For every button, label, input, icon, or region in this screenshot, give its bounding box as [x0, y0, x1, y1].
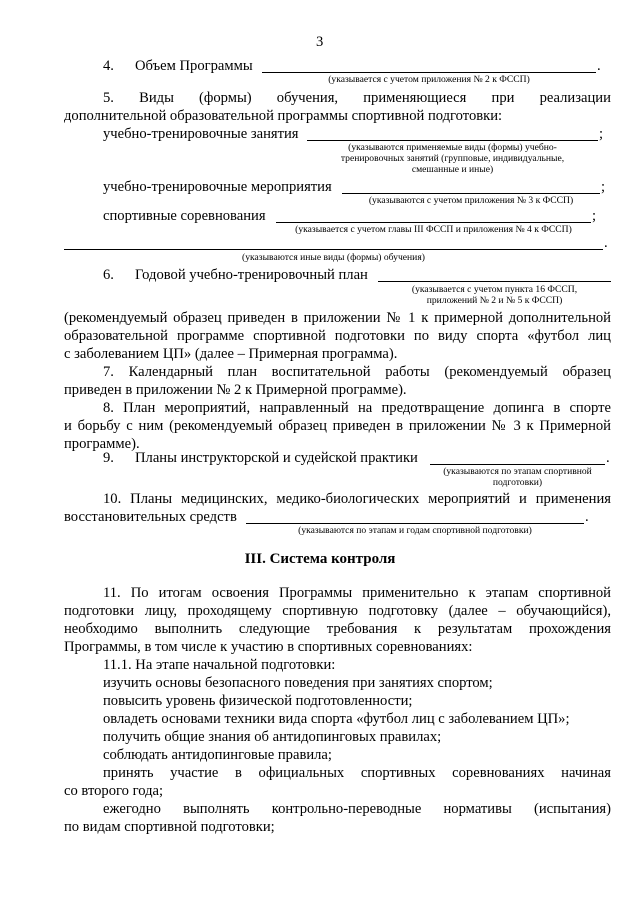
item-8-line-1: 8. План мероприятий, направленный на предотвращение допинга в спорте — [103, 400, 611, 416]
item-5-training-note-2: тренировочных занятий (групповые, индивидуальные, — [340, 153, 565, 164]
item-5-training-end: ; — [599, 126, 604, 142]
item-5-training-blank-line — [307, 140, 598, 141]
item-5-competitions-note: (указывается с учетом главы III ФССП и приложения № 4 к ФССП) — [295, 224, 572, 235]
item-5-other-end: . — [604, 235, 608, 251]
item-5-word: Виды — [139, 90, 174, 106]
item-8-line-2: и борьбу с ним (рекомендуемый образец приведен в приложении № 3 к Примерной — [64, 418, 611, 434]
section-heading: III. Система контроля — [244, 551, 396, 567]
item-5-competitions-end: ; — [592, 208, 597, 224]
paragraph-11-line-2: подготовки лицу, проходящему спортивную подготовку (далее – обучающийся), — [64, 603, 611, 619]
item-4-end: . — [597, 58, 601, 74]
item-5-competitions-blank-line — [276, 222, 591, 223]
requirement-item-line-1: ежегодно выполнять контрольно-переводные нормативы (испытания) — [103, 801, 611, 817]
subsection-11-1: 11.1. На этапе начальной подготовки: — [103, 657, 336, 673]
paragraph-11-line-1: 11. По итогам освоения Программы применительно к этапам спортивной — [103, 585, 611, 601]
item-5-word: 5. — [103, 90, 114, 106]
item-9-note-1: (указываются по этапам спортивной — [443, 466, 592, 477]
item-6-number: 6. — [103, 267, 114, 283]
item-10-note: (указываются по этапам и годам спортивной подготовки) — [298, 525, 532, 536]
item-8-line-3: программе). — [64, 436, 140, 452]
paragraph-11-line-3: необходимо выполнить следующие требования к результатам прохождения — [64, 621, 611, 637]
item-10-blank-line — [246, 523, 584, 524]
item-9-number: 9. — [103, 450, 114, 466]
item-5-events-end: ; — [601, 179, 606, 195]
requirement-item: изучить основы безопасного поведения при занятиях спортом; — [103, 675, 493, 691]
requirement-item: получить общие знания об антидопинговых правилах; — [103, 729, 442, 745]
item-5-events-note: (указываются с учетом приложения № 3 к ФССП) — [368, 195, 574, 206]
item-5-word: реализации — [539, 90, 611, 106]
requirement-item-line-2: по видам спортивной подготовки; — [64, 819, 275, 835]
item-6-paragraph-line-1: (рекомендуемый образец приведен в приложении № 1 к примерной дополнительной — [64, 310, 611, 326]
item-6-paragraph-line-2: образовательной программе спортивной подготовки по виду спорта «футбол лиц — [64, 328, 611, 344]
item-5-events-label: учебно-тренировочные мероприятия — [103, 179, 332, 195]
item-6-note-2: приложений № 2 и № 5 к ФССП) — [426, 295, 563, 306]
paragraph-11-line-4: Программы, в том числе к участию в спортивных соревнованиях: — [64, 639, 473, 655]
item-6-note-1: (указывается с учетом пункта 16 ФССП, — [411, 284, 578, 295]
item-9-end: . — [606, 450, 610, 466]
item-4-label: Объем Программы — [135, 58, 253, 74]
item-10-line-1: 10. Планы медицинских, медико-биологических мероприятий и применения — [103, 491, 611, 507]
item-6-blank-line — [378, 281, 611, 282]
requirement-item: повысить уровень физической подготовленности; — [103, 693, 413, 709]
item-6-paragraph-line-3: с заболеванием ЦП» (далее – Примерная программа). — [64, 346, 398, 362]
item-5-competitions-label: спортивные соревнования — [103, 208, 266, 224]
requirement-item: соблюдать антидопинговые правила; — [103, 747, 332, 763]
item-5-line-2: дополнительной образовательной программы спортивной подготовки: — [64, 108, 503, 124]
item-4-blank-line — [262, 72, 596, 73]
item-10-line-2: восстановительных средств — [64, 509, 237, 525]
item-9-blank-line — [430, 464, 605, 465]
item-5-line-1 — [103, 89, 611, 107]
item-5-word: применяющиеся — [363, 90, 467, 106]
item-9-note-2: подготовки) — [492, 477, 543, 488]
item-4-number: 4. — [103, 58, 114, 74]
item-5-word: при — [491, 90, 515, 106]
page-number: 3 — [316, 34, 324, 50]
item-5-training-label: учебно-тренировочные занятия — [103, 126, 299, 142]
item-4-note: (указывается с учетом приложения № 2 к ФССП) — [328, 74, 530, 85]
item-9-label: Планы инструкторской и судейской практики — [135, 450, 418, 466]
item-5-other-note: (указываются иные виды (формы) обучения) — [242, 252, 425, 263]
requirement-item-line-2: со второго года; — [64, 783, 164, 799]
item-5-other-blank-line — [64, 249, 603, 250]
item-7-line-1: 7. Календарный план воспитательной работы (рекомендуемый образец — [103, 364, 611, 380]
item-5-word: обучения, — [276, 90, 339, 106]
item-7-line-2: приведен в приложении № 2 к Примерной программе). — [64, 382, 407, 398]
item-5-word: (формы) — [199, 90, 252, 106]
item-5-events-blank-line — [342, 193, 600, 194]
requirement-item: овладеть основами техники вида спорта «футбол лиц с заболеванием ЦП»; — [103, 711, 570, 727]
item-5-training-note-3: смешанные и иные) — [411, 164, 494, 175]
requirement-item-line-1: принять участие в официальных спортивных соревнованиях начиная — [103, 765, 611, 781]
item-10-end: . — [585, 509, 589, 525]
item-5-training-note-1: (указываются применяемые виды (формы) учебно- — [348, 142, 557, 153]
item-6-label: Годовой учебно-тренировочный план — [135, 267, 368, 283]
